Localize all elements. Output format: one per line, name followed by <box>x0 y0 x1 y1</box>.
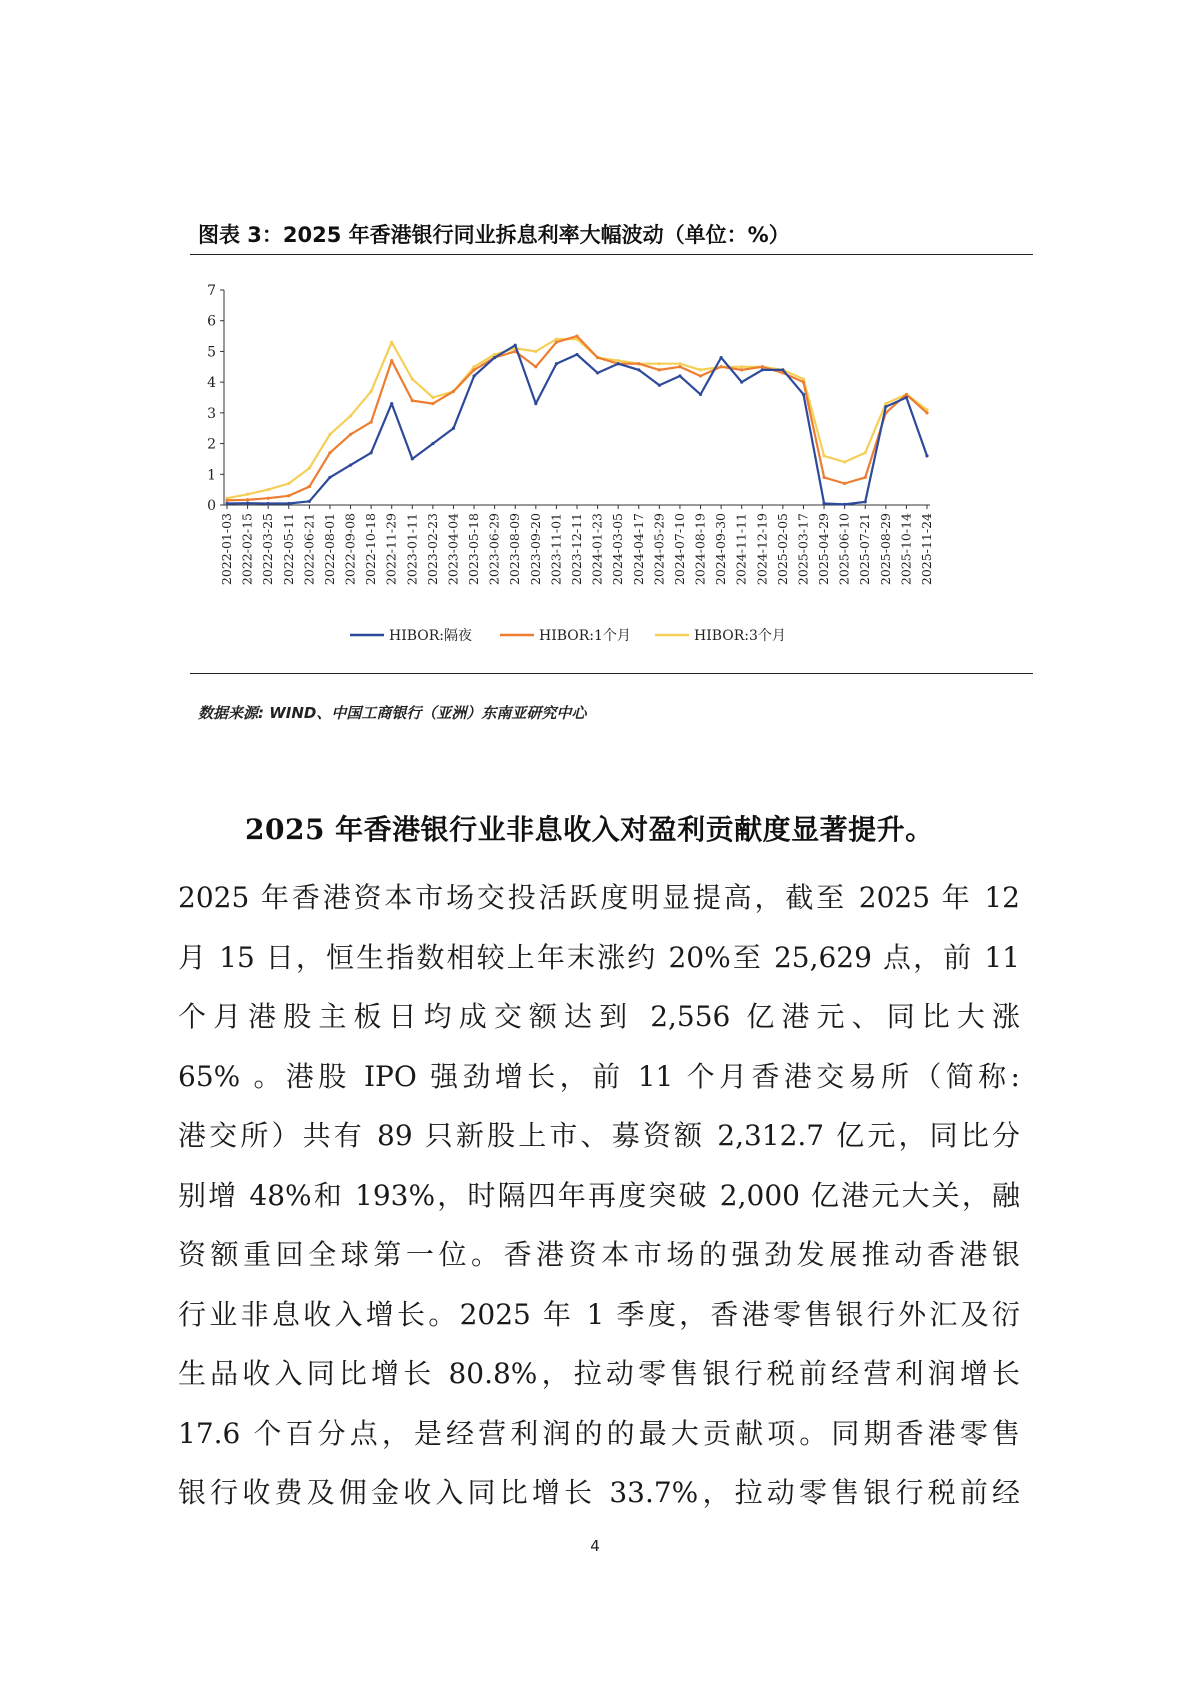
data-point <box>411 377 414 380</box>
x-tick-label: 2022-03-25 <box>260 513 276 586</box>
data-point <box>761 365 764 368</box>
data-point <box>802 393 805 396</box>
data-point <box>617 359 620 362</box>
data-point <box>308 500 311 503</box>
legend-label: HIBOR:隔夜 <box>389 628 473 644</box>
data-point <box>349 463 352 466</box>
series-line-2 <box>227 339 927 498</box>
data-point <box>843 503 846 506</box>
data-point <box>884 402 887 405</box>
x-tick-label: 2025-08-29 <box>877 513 893 586</box>
data-point <box>925 454 928 457</box>
x-tick-label: 2025-02-05 <box>774 513 790 586</box>
data-point <box>699 393 702 396</box>
y-tick-label: 2 <box>207 436 216 453</box>
data-point <box>843 460 846 463</box>
y-tick-label: 5 <box>207 344 216 361</box>
series-layer <box>225 334 928 506</box>
x-tick-label: 2022-09-08 <box>342 513 358 586</box>
data-point <box>720 365 723 368</box>
data-point <box>678 365 681 368</box>
data-point <box>822 502 825 505</box>
data-point <box>225 502 228 505</box>
x-tick-label: 2025-11-24 <box>919 513 934 586</box>
x-tick-label: 2024-03-05 <box>610 513 626 586</box>
y-tick-label: 3 <box>207 405 216 422</box>
paragraph-line: 个月港股主板日均成交额达到 2,556 亿港元、同比大涨 <box>178 1000 1020 1033</box>
data-point <box>246 502 249 505</box>
data-point <box>287 494 290 497</box>
data-point <box>596 371 599 374</box>
figure-bottom-rule <box>190 673 1033 674</box>
data-point <box>328 451 331 454</box>
data-point <box>637 362 640 365</box>
x-tick-label: 2023-11-01 <box>548 513 564 586</box>
data-point <box>534 350 537 353</box>
x-tick-label: 2024-01-23 <box>589 513 605 586</box>
data-point <box>617 362 620 365</box>
paragraph-line: 银行收费及佣金收入同比增长 33.7%，拉动零售银行税前经 <box>178 1476 1020 1509</box>
data-point <box>575 334 578 337</box>
data-point <box>349 414 352 417</box>
data-point <box>370 451 373 454</box>
data-point <box>905 396 908 399</box>
figure-title: 图表 3：2025 年香港银行同业拆息利率大幅波动（单位：%） <box>198 223 790 247</box>
page-number: 4 <box>590 1537 600 1555</box>
data-point <box>308 485 311 488</box>
x-tick-label: 2025-03-17 <box>795 513 811 586</box>
data-point <box>864 476 867 479</box>
data-point <box>678 362 681 365</box>
x-tick-label: 2023-02-23 <box>424 513 440 586</box>
data-point <box>740 368 743 371</box>
paragraph-line: 港交所）共有 89 只新股上市、募资额 2,312.7 亿元，同比分 <box>178 1119 1020 1152</box>
paragraph-line: 行业非息收入增长。2025 年 1 季度，香港零售银行外汇及衍 <box>178 1297 1020 1331</box>
data-point <box>802 381 805 384</box>
data-point <box>514 344 517 347</box>
data-point <box>246 493 249 496</box>
data-point <box>472 368 475 371</box>
legend-label: HIBOR:3个月 <box>694 628 786 644</box>
section-heading: 2025 年香港银行业非息收入对盈利贡献度显著提升。 <box>245 813 934 846</box>
data-point <box>740 381 743 384</box>
y-tick-label: 0 <box>207 498 216 514</box>
data-point <box>493 353 496 356</box>
data-point <box>843 482 846 485</box>
paragraph-line: 2025 年香港资本市场交投活跃度明显提高，截至 2025 年 12 <box>178 881 1020 914</box>
x-tick-label: 2023-01-11 <box>404 513 420 586</box>
data-point <box>534 402 537 405</box>
x-tick-label: 2023-05-18 <box>466 513 482 586</box>
x-tick-label: 2025-07-21 <box>857 513 873 586</box>
data-point <box>308 467 311 470</box>
data-point <box>637 368 640 371</box>
x-tick-label: 2024-07-10 <box>671 513 687 586</box>
data-point <box>822 454 825 457</box>
data-point <box>267 502 270 505</box>
x-tick-label: 2022-05-11 <box>280 513 296 586</box>
x-tick-label: 2025-04-29 <box>816 513 832 586</box>
data-point <box>884 405 887 408</box>
data-point <box>390 402 393 405</box>
data-point <box>390 341 393 344</box>
x-tick-label: 2022-06-21 <box>301 513 317 586</box>
data-point <box>864 451 867 454</box>
paragraph-line: 别增 48%和 193%，时隔四年再度突破 2,000 亿港元大关，融 <box>178 1178 1020 1212</box>
data-point <box>575 353 578 356</box>
data-point <box>287 502 290 505</box>
data-point <box>555 338 558 341</box>
x-tick-label: 2024-05-29 <box>651 513 667 586</box>
data-point <box>328 476 331 479</box>
data-point <box>822 476 825 479</box>
data-point <box>267 497 270 500</box>
x-tick-label: 2024-04-17 <box>630 513 646 586</box>
data-point <box>390 359 393 362</box>
legend-label: HIBOR:1个月 <box>539 628 631 644</box>
data-point <box>472 374 475 377</box>
series-line-0 <box>227 345 927 504</box>
paragraph-line: 65% 。港股 IPO 强劲增长，前 11 个月香港交易所（简称: <box>178 1059 1020 1093</box>
data-point <box>658 368 661 371</box>
y-tick-label: 1 <box>207 467 216 484</box>
data-point <box>699 374 702 377</box>
body-paragraph <box>178 868 1020 1523</box>
figure-top-rule <box>190 254 1033 255</box>
data-point <box>740 365 743 368</box>
x-tick-label: 2024-09-30 <box>713 513 729 586</box>
data-point <box>761 368 764 371</box>
data-point <box>555 362 558 365</box>
data-point <box>720 356 723 359</box>
data-point <box>452 427 455 430</box>
data-point <box>452 390 455 393</box>
data-point <box>699 368 702 371</box>
x-tick-label: 2022-10-18 <box>363 513 379 586</box>
x-tick-label: 2025-06-10 <box>836 513 852 586</box>
data-point <box>225 499 228 502</box>
y-tick-label: 6 <box>207 313 216 330</box>
x-tick-label: 2022-02-15 <box>239 513 255 586</box>
paragraph-line: 月 15 日，恒生指数相较上年末涨约 20%至 25,629 点，前 11 <box>178 940 1020 974</box>
data-point <box>349 433 352 436</box>
data-point <box>267 488 270 491</box>
data-point <box>534 365 537 368</box>
chart-legend <box>350 628 786 644</box>
x-tick-label: 2022-11-29 <box>383 513 399 586</box>
data-point <box>411 399 414 402</box>
data-point <box>596 356 599 359</box>
data-point <box>328 433 331 436</box>
data-point <box>781 368 784 371</box>
x-tick-label: 2023-09-20 <box>527 513 543 586</box>
x-tick-label: 2022-08-01 <box>321 513 337 586</box>
x-tick-label: 2023-08-09 <box>507 513 523 586</box>
x-tick-label: 2025-10-14 <box>898 513 914 586</box>
paragraph-line: 生品收入同比增长 80.8%，拉动零售银行税前经营利润增长 <box>178 1357 1020 1390</box>
y-tick-label: 7 <box>207 283 216 299</box>
x-tick-label: 2024-08-19 <box>692 513 708 586</box>
x-axis <box>219 505 934 585</box>
data-point <box>246 498 249 501</box>
x-tick-label: 2023-06-29 <box>486 513 502 586</box>
data-point <box>370 390 373 393</box>
data-point <box>555 341 558 344</box>
data-point <box>411 457 414 460</box>
data-point <box>658 384 661 387</box>
data-point <box>658 362 661 365</box>
data-point <box>431 396 434 399</box>
data-point <box>864 500 867 503</box>
x-tick-label: 2022-01-03 <box>219 513 234 586</box>
data-point <box>905 393 908 396</box>
data-point <box>287 482 290 485</box>
data-point <box>678 374 681 377</box>
paragraph-line: 17.6 个百分点，是经营利润的的最大贡献项。同期香港零售 <box>178 1416 1020 1450</box>
paragraph-line: 资额重回全球第一位。香港资本市场的强劲发展推动香港银 <box>178 1238 1020 1271</box>
data-point <box>431 402 434 405</box>
y-axis <box>207 283 224 514</box>
data-point <box>925 411 928 414</box>
data-source-note: 数据来源: WIND、中国工商银行（亚洲）东南亚研究中心 <box>198 704 587 722</box>
x-tick-label: 2023-04-04 <box>445 513 461 586</box>
data-point <box>370 420 373 423</box>
x-tick-label: 2024-12-19 <box>754 513 770 586</box>
y-tick-label: 4 <box>207 375 216 392</box>
x-tick-label: 2023-12-11 <box>569 513 584 586</box>
data-point <box>431 442 434 445</box>
x-tick-label: 2024-11-11 <box>733 513 749 586</box>
data-point <box>493 356 496 359</box>
data-point <box>802 377 805 380</box>
data-point <box>472 365 475 368</box>
hibor-line-chart <box>190 278 1033 663</box>
